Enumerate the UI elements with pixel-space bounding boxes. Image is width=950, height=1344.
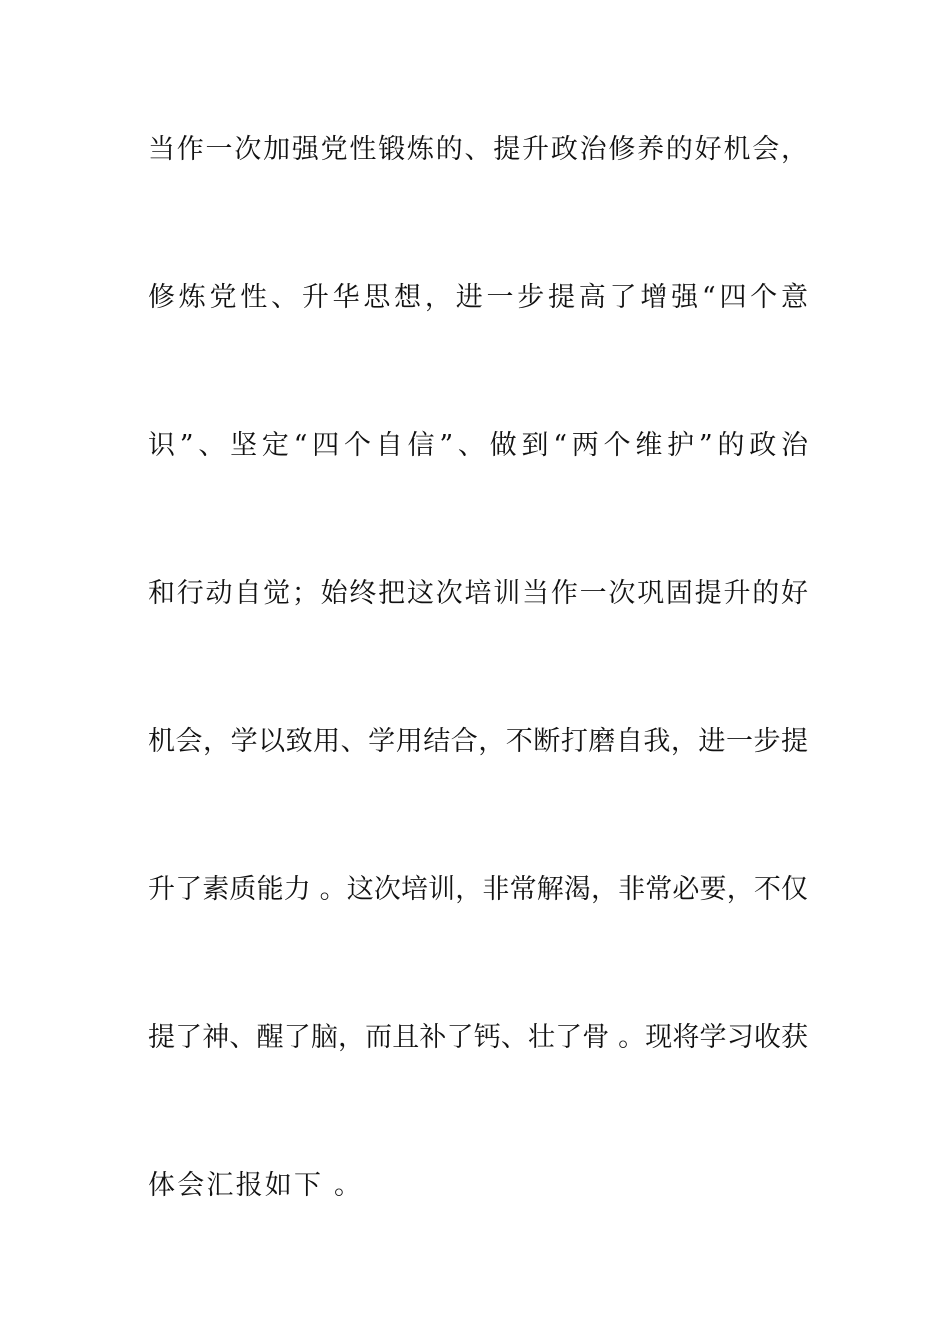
text-line: 机会，学以致用、学用结合，不断打磨自我，进一步提 (148, 726, 808, 757)
text-line: 提了神、醒了脑，而且补了钙、壮了骨 。现将学习收获 (148, 1022, 808, 1053)
text-line: 当作一次加强党性锻炼的、提升政治修养的好机会， (148, 134, 808, 165)
text-line: 和行动自觉；始终把这次培训当作一次巩固提升的好 (148, 578, 808, 609)
text-line: 修炼党性、升华思想，进一步提高了增强“四个意 (148, 282, 808, 313)
text-line-last: 体会汇报如下 。 (148, 1170, 364, 1201)
body-text (148, 130, 808, 1314)
text-line: 升了素质能力 。这次培训，非常解渴，非常必要，不仅 (148, 874, 808, 905)
text-line: 识”、坚定“四个自信”、做到“两个维护”的政治 (148, 430, 808, 461)
